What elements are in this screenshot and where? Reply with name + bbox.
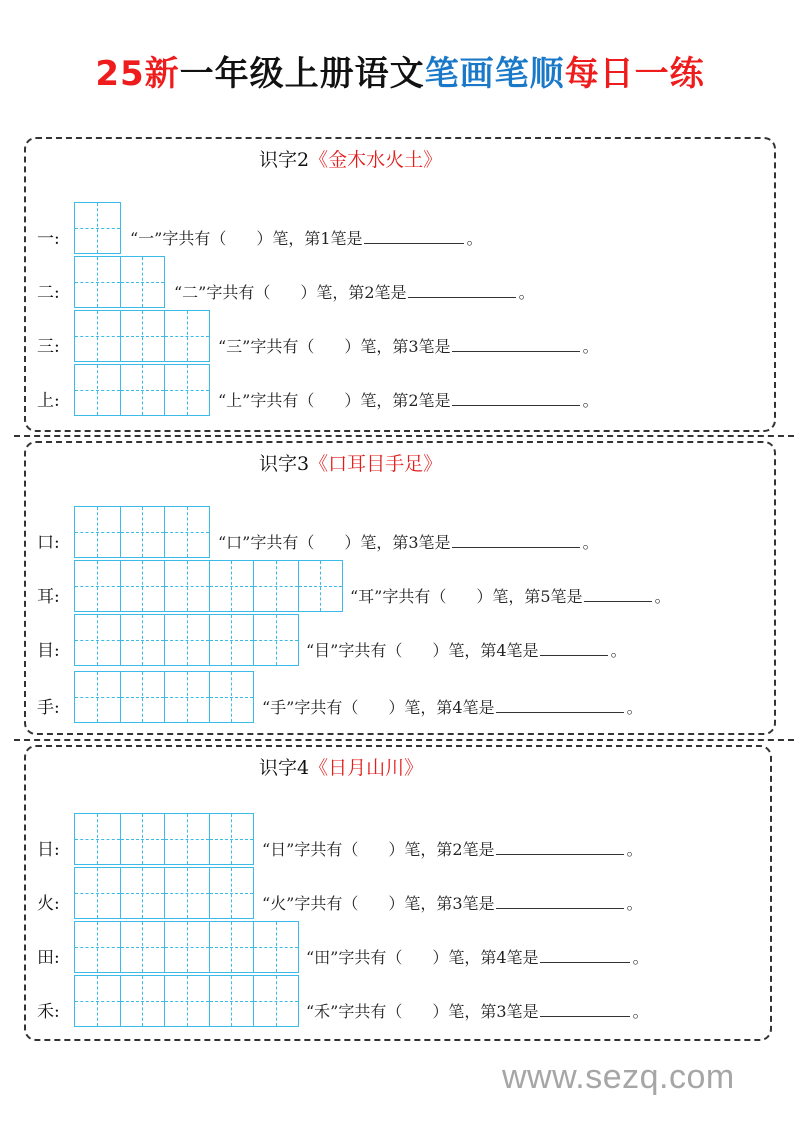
question-middle: ）笔，第3笔是 bbox=[344, 337, 451, 356]
answer-blank[interactable] bbox=[408, 280, 516, 298]
question-prefix: “上”字共有（ bbox=[218, 391, 315, 410]
answer-blank[interactable] bbox=[584, 584, 652, 602]
writing-grid[interactable] bbox=[74, 202, 121, 254]
section-title bbox=[259, 147, 442, 173]
tianzige-cell[interactable] bbox=[75, 922, 120, 972]
tianzige-cell[interactable] bbox=[164, 976, 209, 1026]
exercise-row bbox=[26, 310, 766, 362]
question-middle: ）笔，第5笔是 bbox=[476, 587, 583, 606]
section-lesson-2 bbox=[24, 137, 776, 432]
writing-grid[interactable] bbox=[74, 310, 210, 362]
tianzige-cell[interactable] bbox=[253, 615, 298, 665]
exercise-row bbox=[26, 975, 766, 1027]
tianzige-cell[interactable] bbox=[209, 922, 254, 972]
answer-blank[interactable] bbox=[540, 638, 608, 656]
question-prefix: “手”字共有（ bbox=[262, 698, 359, 717]
exercise-row bbox=[26, 813, 766, 865]
tianzige-cell[interactable] bbox=[164, 868, 209, 918]
exercise-row bbox=[26, 671, 766, 723]
tianzige-cell[interactable] bbox=[75, 507, 120, 557]
exercise-row bbox=[26, 364, 766, 416]
question-middle: ）笔，第3笔是 bbox=[388, 894, 495, 913]
tianzige-cell[interactable] bbox=[164, 561, 209, 611]
question-middle: ）笔，第3笔是 bbox=[432, 1002, 539, 1021]
question-end: 。 bbox=[610, 641, 627, 660]
question-end: 。 bbox=[582, 337, 599, 356]
lesson-number: 识字4 bbox=[259, 757, 310, 779]
tianzige-cell[interactable] bbox=[164, 507, 209, 557]
writing-grid[interactable] bbox=[74, 867, 254, 919]
question-text bbox=[262, 695, 643, 719]
question-text bbox=[174, 280, 535, 304]
question-middle: ）笔，第2笔是 bbox=[300, 283, 407, 302]
question-end: 。 bbox=[626, 894, 643, 913]
tianzige-cell[interactable] bbox=[75, 311, 120, 361]
exercise-row bbox=[26, 506, 766, 558]
lesson-book-title: 《金木水火土》 bbox=[309, 149, 443, 171]
answer-blank[interactable] bbox=[452, 530, 580, 548]
question-middle: ）笔，第2笔是 bbox=[388, 840, 495, 859]
question-prefix: “三”字共有（ bbox=[218, 337, 315, 356]
tianzige-cell[interactable] bbox=[120, 976, 165, 1026]
char-label: 三: bbox=[37, 337, 60, 357]
lesson-number: 识字2 bbox=[259, 149, 310, 171]
answer-blank[interactable] bbox=[540, 999, 630, 1017]
answer-blank[interactable] bbox=[452, 388, 580, 406]
tianzige-cell[interactable] bbox=[253, 922, 298, 972]
writing-grid[interactable] bbox=[74, 364, 210, 416]
char-label: 田: bbox=[37, 948, 60, 968]
writing-grid[interactable] bbox=[74, 506, 210, 558]
lesson-number: 识字3 bbox=[259, 453, 310, 475]
answer-blank[interactable] bbox=[496, 837, 624, 855]
question-middle: ）笔，第2笔是 bbox=[344, 391, 451, 410]
dashed-divider bbox=[14, 739, 794, 741]
question-prefix: “禾”字共有（ bbox=[306, 1002, 403, 1021]
question-text bbox=[306, 999, 649, 1023]
tianzige-cell[interactable] bbox=[298, 561, 343, 611]
char-label: 手: bbox=[37, 698, 60, 718]
tianzige-cell[interactable] bbox=[120, 507, 165, 557]
char-label: 耳: bbox=[37, 587, 60, 607]
tianzige-cell[interactable] bbox=[120, 365, 165, 415]
question-text bbox=[306, 638, 627, 662]
question-end: 。 bbox=[654, 587, 671, 606]
section-title bbox=[259, 755, 423, 781]
tianzige-cell[interactable] bbox=[75, 672, 120, 722]
tianzige-cell[interactable] bbox=[75, 365, 120, 415]
answer-blank[interactable] bbox=[540, 945, 630, 963]
page-title bbox=[0, 52, 800, 96]
question-text bbox=[262, 837, 643, 861]
question-prefix: “目”字共有（ bbox=[306, 641, 403, 660]
tianzige-cell[interactable] bbox=[75, 203, 120, 253]
tianzige-cell[interactable] bbox=[120, 868, 165, 918]
question-text bbox=[218, 334, 599, 358]
question-middle: ）笔，第1笔是 bbox=[256, 229, 363, 248]
tianzige-cell[interactable] bbox=[253, 976, 298, 1026]
tianzige-cell[interactable] bbox=[209, 814, 254, 864]
char-label: 禾: bbox=[37, 1002, 60, 1022]
question-text bbox=[218, 530, 599, 554]
tianzige-cell[interactable] bbox=[75, 561, 120, 611]
answer-blank[interactable] bbox=[452, 334, 580, 352]
writing-grid[interactable] bbox=[74, 671, 254, 723]
char-label: 二: bbox=[37, 283, 60, 303]
question-text bbox=[130, 226, 483, 250]
question-end: 。 bbox=[582, 533, 599, 552]
answer-blank[interactable] bbox=[364, 226, 464, 244]
title-topic: 笔画笔顺 bbox=[424, 54, 565, 94]
question-end: 。 bbox=[626, 698, 643, 717]
question-end: 。 bbox=[632, 1002, 649, 1021]
tianzige-cell[interactable] bbox=[209, 868, 254, 918]
tianzige-cell[interactable] bbox=[120, 561, 165, 611]
question-prefix: “一”字共有（ bbox=[130, 229, 227, 248]
title-year: 25新 bbox=[95, 54, 180, 94]
watermark: www.sezq.com bbox=[502, 1058, 735, 1096]
exercise-row bbox=[26, 867, 766, 919]
section-title bbox=[259, 451, 442, 477]
question-prefix: “日”字共有（ bbox=[262, 840, 359, 859]
exercise-row bbox=[26, 560, 766, 612]
question-prefix: “二”字共有（ bbox=[174, 283, 271, 302]
writing-grid[interactable] bbox=[74, 560, 343, 612]
writing-grid[interactable] bbox=[74, 813, 254, 865]
exercise-row bbox=[26, 256, 766, 308]
tianzige-cell[interactable] bbox=[164, 922, 209, 972]
char-label: 上: bbox=[37, 391, 60, 411]
writing-grid[interactable] bbox=[74, 975, 299, 1027]
tianzige-cell[interactable] bbox=[120, 257, 165, 307]
question-end: 。 bbox=[466, 229, 483, 248]
question-text bbox=[262, 891, 643, 915]
question-text bbox=[350, 584, 671, 608]
question-end: 。 bbox=[626, 840, 643, 859]
question-end: 。 bbox=[632, 948, 649, 967]
question-prefix: “火”字共有（ bbox=[262, 894, 359, 913]
question-end: 。 bbox=[582, 391, 599, 410]
answer-blank[interactable] bbox=[496, 891, 624, 909]
char-label: 目: bbox=[37, 641, 60, 661]
writing-grid[interactable] bbox=[74, 614, 299, 666]
tianzige-cell[interactable] bbox=[209, 615, 254, 665]
lesson-book-title: 《口耳目手足》 bbox=[309, 453, 443, 475]
question-end: 。 bbox=[518, 283, 535, 302]
question-prefix: “口”字共有（ bbox=[218, 533, 315, 552]
exercise-row bbox=[26, 202, 766, 254]
tianzige-cell[interactable] bbox=[75, 257, 120, 307]
tianzige-cell[interactable] bbox=[120, 672, 165, 722]
tianzige-cell[interactable] bbox=[209, 672, 254, 722]
question-middle: ）笔，第4笔是 bbox=[432, 948, 539, 967]
section-lesson-3 bbox=[24, 441, 776, 735]
tianzige-cell[interactable] bbox=[120, 814, 165, 864]
tianzige-cell[interactable] bbox=[164, 814, 209, 864]
tianzige-cell[interactable] bbox=[164, 615, 209, 665]
tianzige-cell[interactable] bbox=[75, 976, 120, 1026]
tianzige-cell[interactable] bbox=[120, 311, 165, 361]
writing-grid[interactable] bbox=[74, 256, 165, 308]
section-lesson-4 bbox=[24, 745, 772, 1041]
tianzige-cell[interactable] bbox=[253, 561, 298, 611]
question-prefix: “田”字共有（ bbox=[306, 948, 403, 967]
question-prefix: “耳”字共有（ bbox=[350, 587, 447, 606]
exercise-row bbox=[26, 614, 766, 666]
tianzige-cell[interactable] bbox=[75, 814, 120, 864]
char-label: 口: bbox=[37, 533, 60, 553]
title-grade: 一年级上册语文 bbox=[179, 54, 425, 94]
char-label: 一: bbox=[37, 229, 60, 249]
tianzige-cell[interactable] bbox=[120, 615, 165, 665]
title-daily: 每日一练 bbox=[564, 54, 705, 94]
tianzige-cell[interactable] bbox=[164, 672, 209, 722]
tianzige-cell[interactable] bbox=[120, 922, 165, 972]
char-label: 日: bbox=[37, 840, 60, 860]
tianzige-cell[interactable] bbox=[75, 615, 120, 665]
tianzige-cell[interactable] bbox=[164, 365, 209, 415]
question-text bbox=[218, 388, 599, 412]
writing-grid[interactable] bbox=[74, 921, 299, 973]
question-text bbox=[306, 945, 649, 969]
question-middle: ）笔，第4笔是 bbox=[388, 698, 495, 717]
dashed-divider bbox=[14, 435, 794, 437]
tianzige-cell[interactable] bbox=[75, 868, 120, 918]
lesson-book-title: 《日月山川》 bbox=[309, 757, 424, 779]
exercise-row bbox=[26, 921, 766, 973]
question-middle: ）笔，第3笔是 bbox=[344, 533, 451, 552]
tianzige-cell[interactable] bbox=[209, 561, 254, 611]
char-label: 火: bbox=[37, 894, 60, 914]
question-middle: ）笔，第4笔是 bbox=[432, 641, 539, 660]
answer-blank[interactable] bbox=[496, 695, 624, 713]
tianzige-cell[interactable] bbox=[209, 976, 254, 1026]
tianzige-cell[interactable] bbox=[164, 311, 209, 361]
